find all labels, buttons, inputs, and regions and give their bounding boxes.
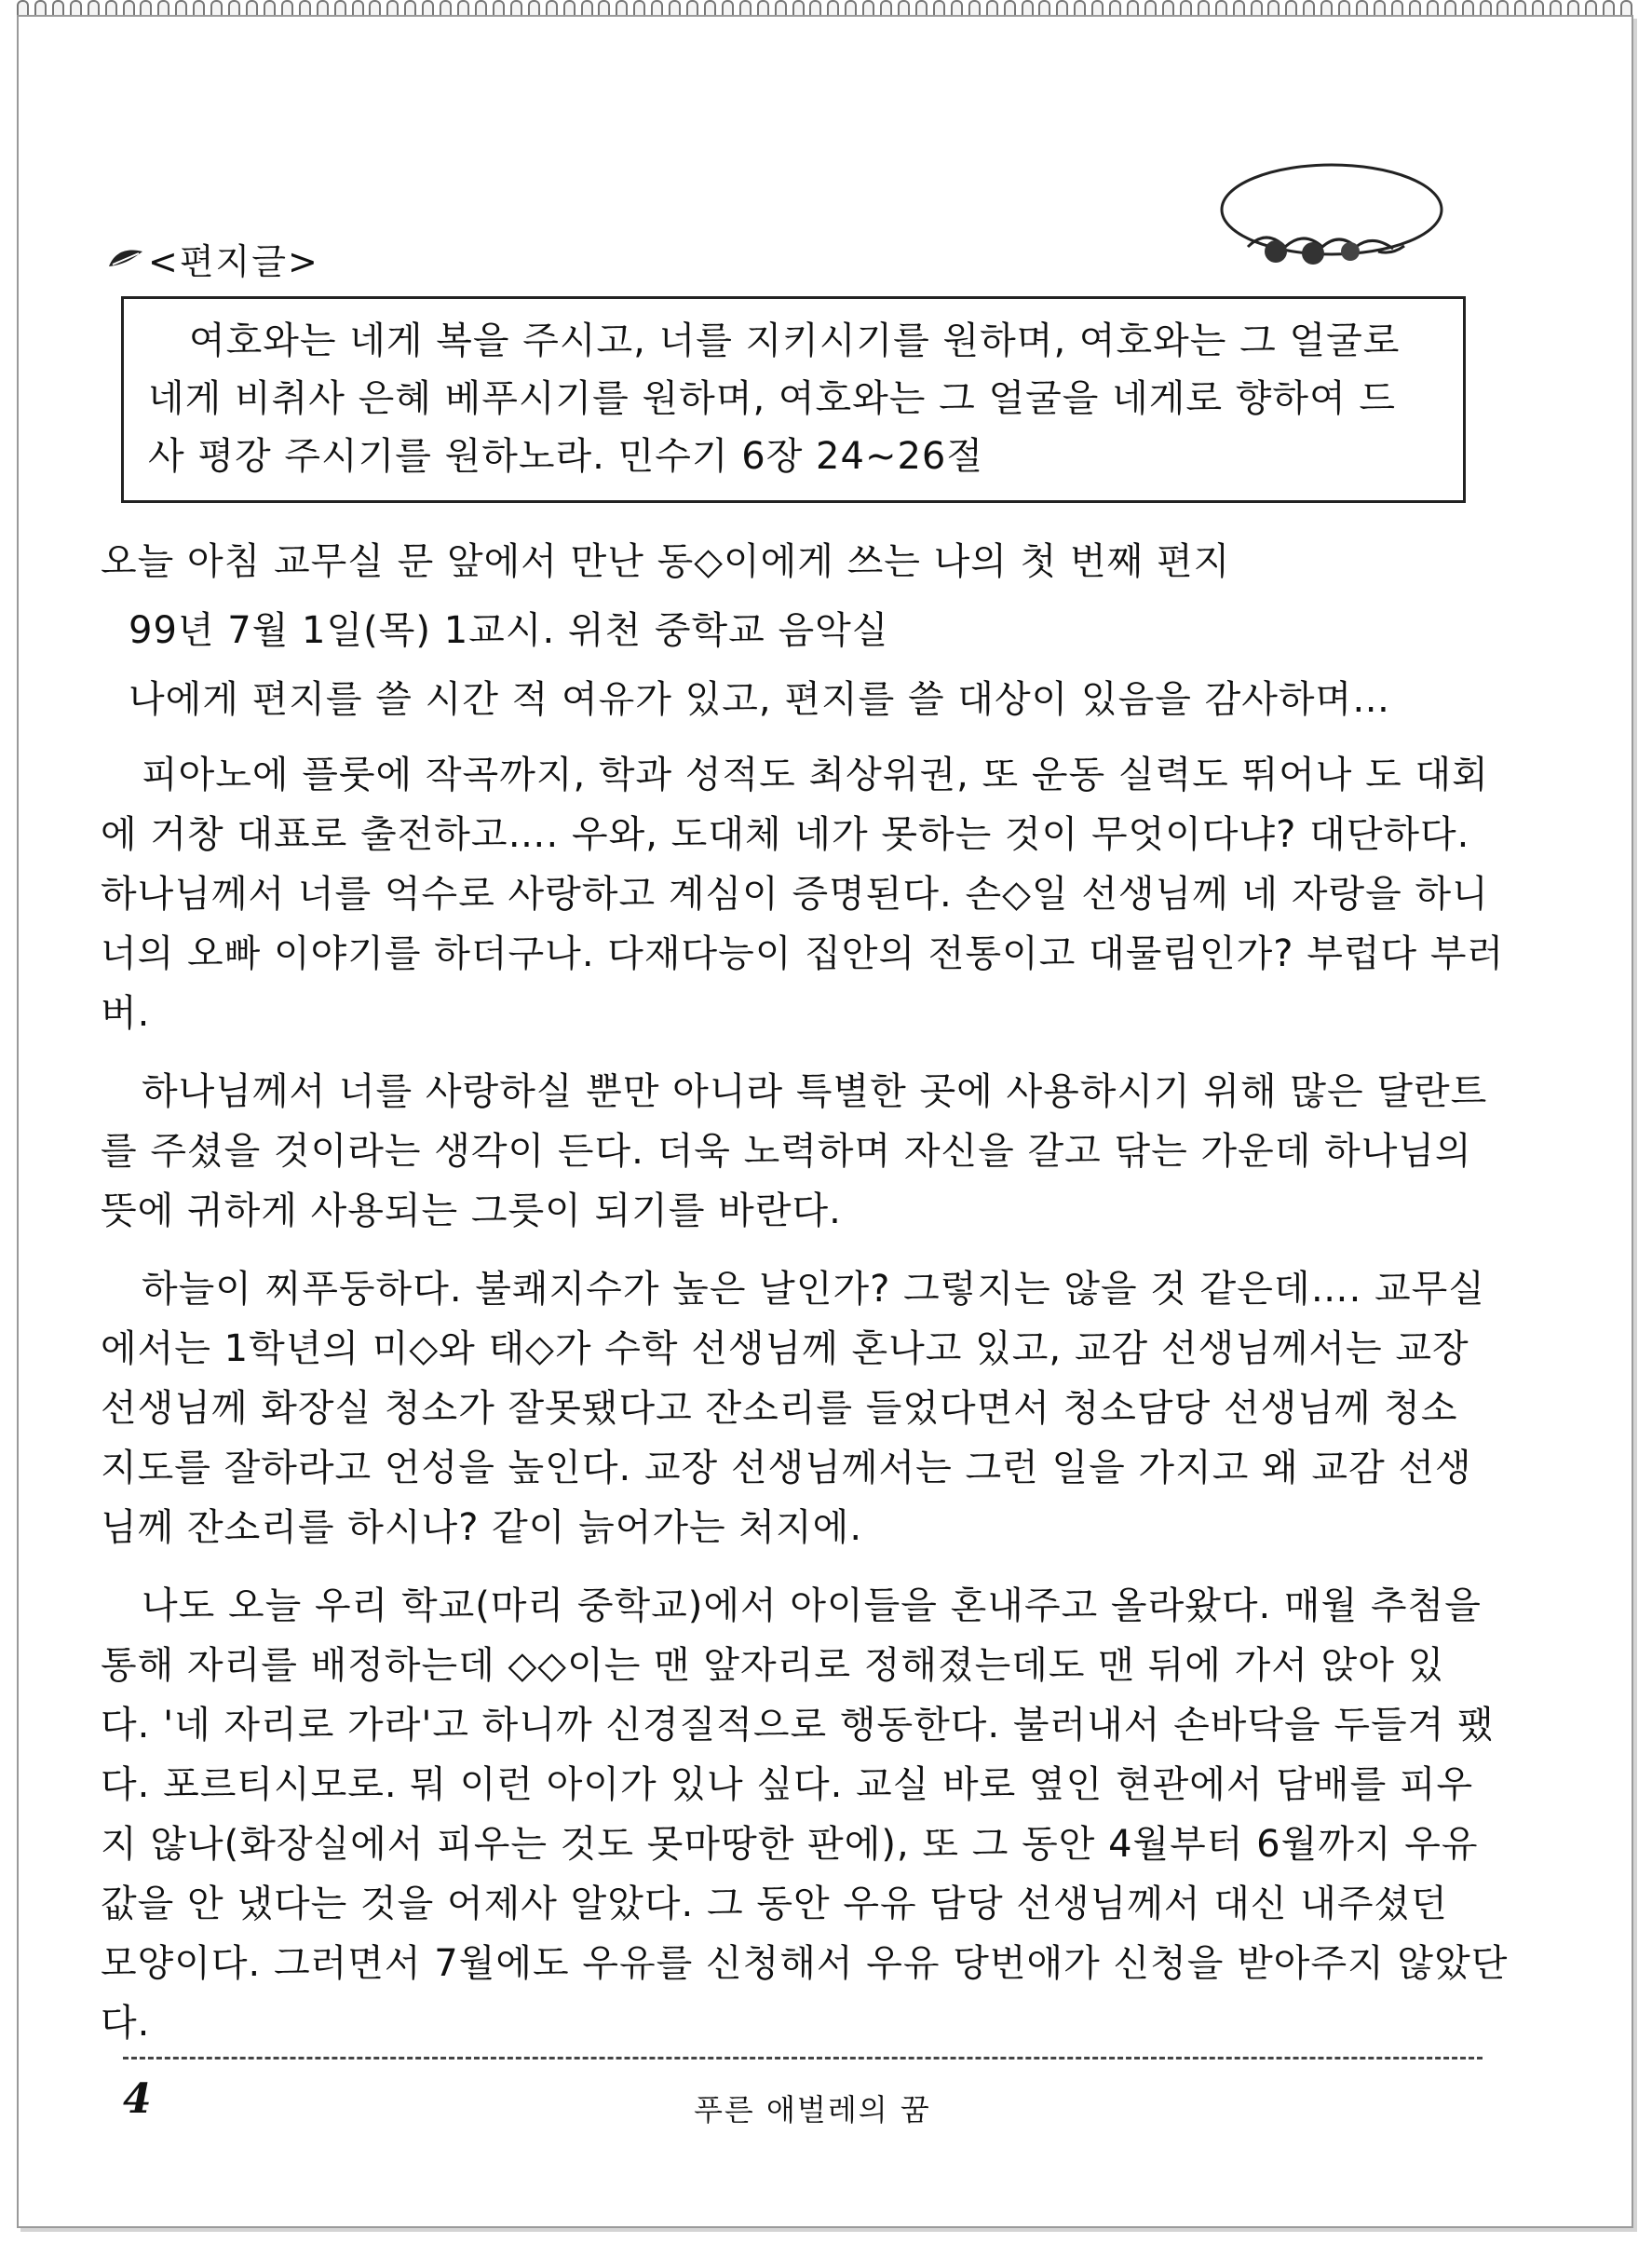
letter-title: 오늘 아침 교무실 문 앞에서 만난 동◇이에게 쓰는 나의 첫 번째 편지	[101, 540, 1231, 583]
paragraph-line: 나도 오늘 우리 학교(마리 중학교)에서 아이들을 혼내주고 올라왔다. 매월 추첨을	[142, 1584, 1482, 1627]
section-label-text: <편지글>	[148, 241, 319, 282]
paragraph-line: 다. 포르티시모로. 뭐 이런 아이가 있나 싶다. 교실 바로 옆인 현관에서 담배를 피우	[101, 1763, 1474, 1806]
letter-date: 99년 7월 1일(목) 1교시. 위천 중학교 음악실	[129, 609, 889, 652]
footer-divider	[123, 2057, 1483, 2069]
paragraph-line: 값을 안 냈다는 것을 어제사 알았다. 그 동안 우유 담당 선생님께서 대신 내주셨던	[101, 1883, 1448, 1925]
leaf-icon	[107, 246, 144, 272]
paragraph-line: 버.	[101, 992, 151, 1035]
book-title: 푸른 애벌레의 꿈	[694, 2092, 931, 2127]
paragraph	[101, 1259, 1492, 1557]
paragraph-line: 하늘이 찌푸둥하다. 불쾌지수가 높은 날인가? 그렇지는 않을 것 같은데…. 교무실	[142, 1268, 1485, 1311]
verse-line: 네게 비취사 은혜 베푸시기를 원하며, 여호와는 그 얼굴을 네게로 향하여 드	[148, 377, 1397, 420]
paragraph	[101, 745, 1505, 1043]
paragraph	[101, 1576, 1509, 2053]
paragraph-line: 지 않나(화장실에서 피우는 것도 못마땅한 판에), 또 그 동안 4월부터 6월까지 우유	[101, 1823, 1479, 1866]
paragraph-line: 하나님께서 너를 사랑하실 뿐만 아니라 특별한 곳에 사용하시기 위해 많은 달란트	[142, 1070, 1488, 1113]
paragraph-line: 피아노에 플룻에 작곡까지, 학과 성적도 최상위권, 또 운동 실력도 뛰어나 도 대회	[142, 754, 1489, 796]
paragraph-line: 다. '네 자리로 가라'고 하니까 신경질적으로 행동한다. 불러내서 손바닥을 두들겨 팼	[101, 1704, 1495, 1747]
paragraph-line: 선생님께 화장실 청소가 잘못됐다고 잔소리를 들었다면서 청소담당 선생님께 청소	[101, 1387, 1458, 1430]
paragraph-line: 뜻에 귀하게 사용되는 그릇이 되기를 바란다.	[101, 1189, 842, 1232]
letter-body	[101, 527, 1509, 2053]
letter-opening: 나에게 편지를 쓸 시간 적 여유가 있고, 편지를 쓸 대상이 있음을 감사하며…	[129, 678, 1391, 721]
paragraph-line: 에서는 1학년의 미◇와 태◇가 수학 선생님께 혼나고 있고, 교감 선생님께서는 교장	[101, 1327, 1469, 1370]
doodle-illustration	[1211, 158, 1453, 289]
verse-line: 여호와는 네게 복을 주시고, 너를 지키시기를 원하며, 여호와는 그 얼굴로	[189, 319, 1401, 362]
paragraph-line: 를 주셨을 것이라는 생각이 든다. 더욱 노력하며 자신을 갈고 닦는 가운데 하나님의	[101, 1130, 1472, 1173]
paragraph-line: 모양이다. 그러면서 7월에도 우유를 신청해서 우유 당번애가 신청을 받아주지 않았단	[101, 1942, 1509, 1985]
paragraph-line: 에 거창 대표로 출전하고…. 우와, 도대체 네가 못하는 것이 무엇이다냐? 대단하다.	[101, 813, 1470, 856]
section-label	[107, 233, 319, 284]
paragraph-line: 너의 오빠 이야기를 하더구나. 다재다능이 집안의 전통이고 대물림인가? 부럽다 부러	[101, 932, 1505, 975]
paragraph	[101, 1062, 1492, 1241]
verse-line: 사 평강 주시기를 원하노라. 민수기 6장 24~26절	[148, 435, 984, 478]
page-number: 4	[123, 2075, 152, 2123]
paragraph-line: 통해 자리를 배정하는데 ◇◇이는 맨 앞자리로 정해졌는데도 맨 뒤에 가서 앉아 있	[101, 1644, 1445, 1687]
paragraph-line: 지도를 잘하라고 언성을 높인다. 교장 선생님께서는 그런 일을 가지고 왜 교감 선생	[101, 1447, 1472, 1489]
paragraph-line: 님께 잔소리를 하시나? 같이 늙어가는 처지에.	[101, 1506, 863, 1549]
verse-box	[121, 296, 1466, 503]
paragraph-line: 다.	[101, 2002, 151, 2045]
paragraph-line: 하나님께서 너를 억수로 사랑하고 계심이 증명된다. 손◇일 선생님께 네 자랑을 하니	[101, 873, 1489, 916]
